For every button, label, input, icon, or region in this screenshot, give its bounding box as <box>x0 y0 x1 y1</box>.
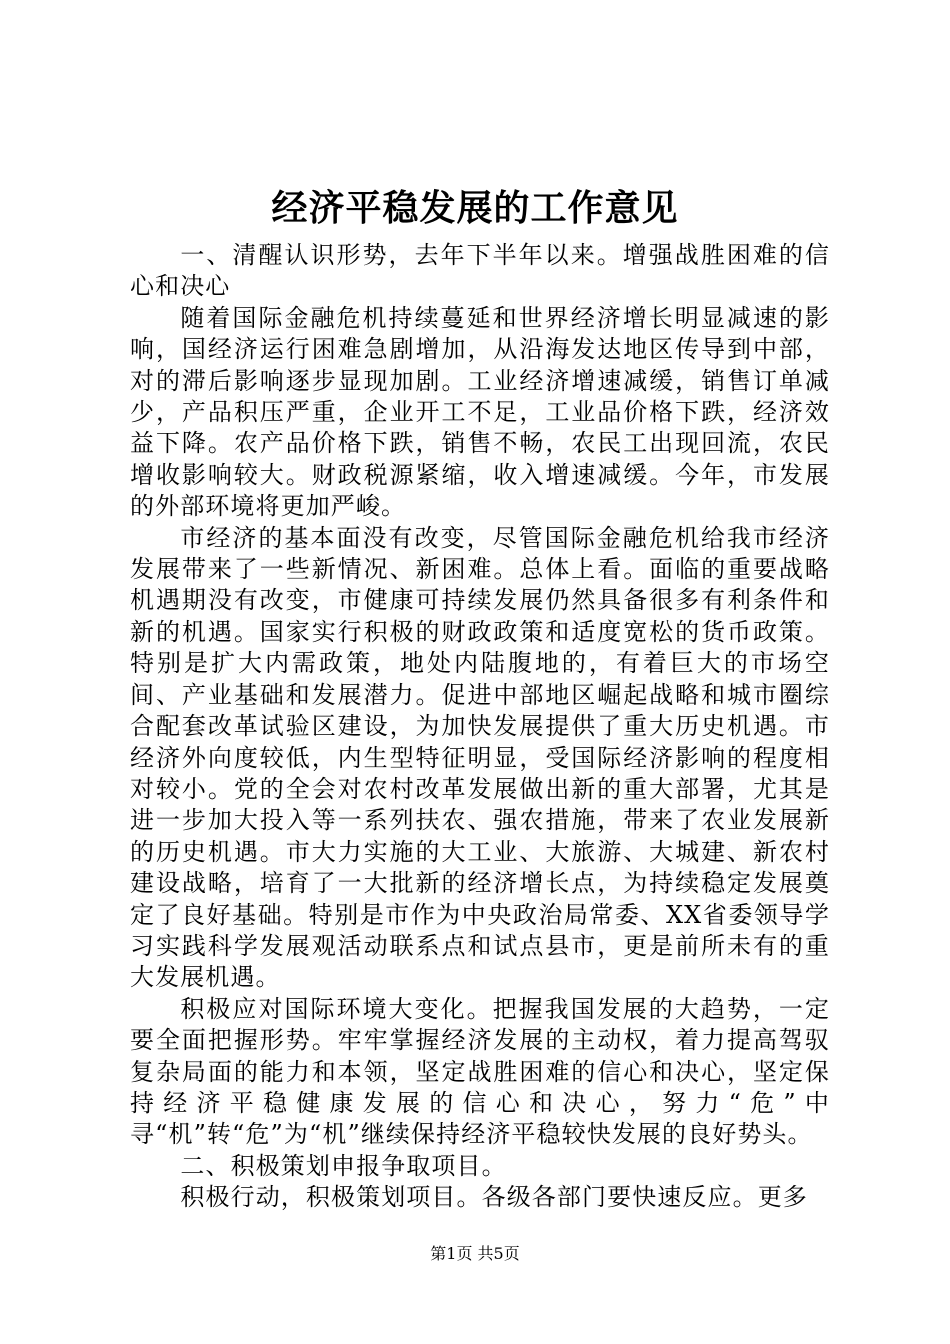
paragraph-crisis-impact: 随着国际金融危机持续蔓延和世界经济增长明显减速的影响，国经济运行困难急剧增加，从沿海发达地区传导到中部，对的滞后影响逐步显现加剧。工业经济增速减缓，销售订单减少，产品积压严重，企业开工不足，工业品价格下跌，经济效益下降。农产品价格下跌，销售不畅，农民工出现回流，农民增收影响较大。财政税源紧缩，收入增速减缓。今年，市发展的外部环境将更加严峻。 <box>130 303 830 521</box>
paragraph-respond-to-changes: 积极应对国际环境大变化。把握我国发展的大趋势，一定要全面把握形势。牢牢掌握经济发展的主动权，着力提高驾驭复杂局面的能力和本领，坚定战胜困难的信心和决心，坚定保持经济平稳健康发展的信心和决心，努力“危”中寻“机”转“危”为“机”继续保持经济平稳较快发展的良好势头。 <box>130 994 830 1149</box>
document-title: 经济平稳发展的工作意见 <box>271 187 679 229</box>
paragraph-economic-fundamentals: 市经济的基本面没有改变，尽管国际金融危机给我市经济发展带来了一些新情况、新困难。总体上看。面临的重要战略机遇期没有改变，市健康可持续发展仍然具备很多有利条件和新的机遇。国家实行积极的财政政策和适度宽松的货币政策。特别是扩大内需政策，地处内陆腹地的，有着巨大的市场空间、产业基础和发展潜力。促进中部地区崛起战略和城市圈综合配套改革试验区建设，为加快发展提供了重大历史机遇。市经济外向度较低，内生型特征明显，受国际经济影响的程度相对较小。党的全会对农村改革发展做出新的重大部署，尤其是进一步加大投入等一系列扶农、强农措施，带来了农业发展新的历史机遇。市大力实施的大工业、大旅游、大城建、新农村建设战略，培育了一大批新的经济增长点，为持续稳定发展奠定了良好基础。特别是市作为中央政治局常委、XX省委领导学习实践科学发展观活动联系点和试点县市，更是前所未有的重大发展机遇。 <box>130 523 830 992</box>
paragraph-project-planning: 积极行动，积极策划项目。各级各部门要快速反应。更多 <box>180 1183 808 1212</box>
paragraph-section-2-heading: 二、积极策划申报争取项目。 <box>180 1151 507 1180</box>
paragraph-section-1-heading: 一、清醒认识形势，去年下半年以来。增强战胜困难的信心和决心 <box>130 241 830 301</box>
page-footer: 第1页 共5页 <box>430 1244 520 1263</box>
document-body <box>130 240 830 1214</box>
